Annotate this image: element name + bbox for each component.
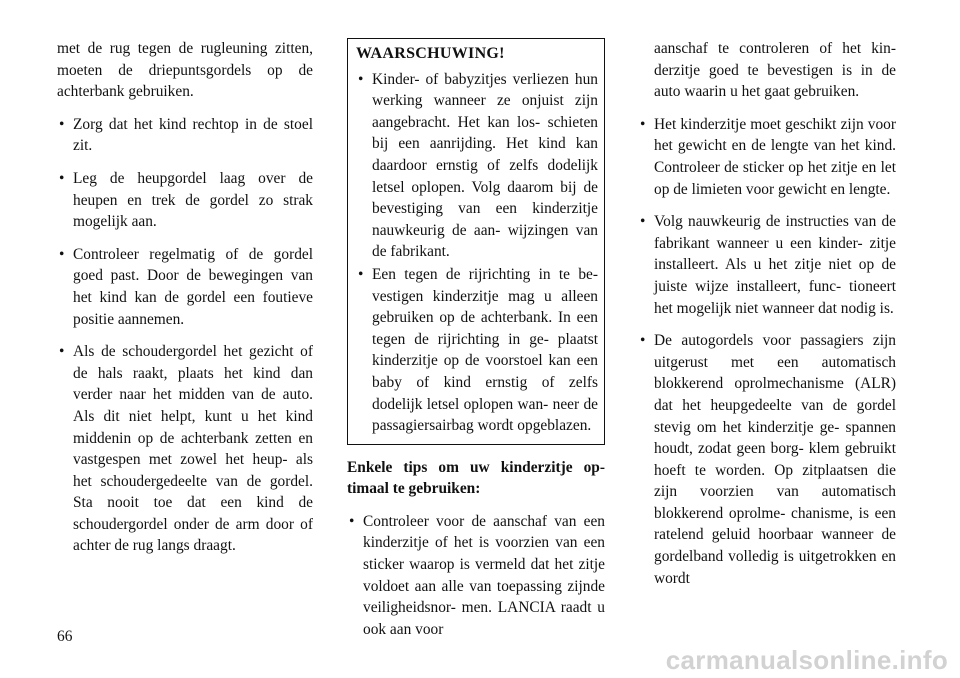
tips-heading: Enkele tips om uw kinderzitje op- timaal te gebruiken: [347, 458, 605, 498]
continuation-paragraph: aanschaf te controleren of het kin- derzitje goed te bevestigen is in de auto waarin u het gaat gebruiken. [654, 40, 896, 101]
warning-item: • Een tegen de rijrichting in te be- vestigen kinderzitje mag u alleen gebruiken op de achterbank. In een tegen de rijrichting in ge- plaatst kinderzitje op de voorstoel kan een baby of kind ernstig of zelfs dodelijk letsel oplopen wan- neer de passagiersairbag wordt opgeblazen. [356, 264, 598, 437]
watermark-logo: carmanualsonline.info [665, 645, 948, 676]
tips-list [347, 511, 605, 641]
page-number: 66 [57, 628, 73, 645]
list-item: • Volg nauwkeurig de instructies van de fabrikant wanneer u een kinder- zitje installeert. Als u het zitje niet op de juiste wijze installeert, func- tioneert het mogelijk niet wanneer dat nodig is. [638, 211, 896, 319]
warning-title: WAARSCHUWING! [356, 45, 505, 62]
warning-box [347, 38, 605, 445]
list-item: • Controleer voor de aanschaf van een kinderzitje of het is voorzien van een sticker waarop is vermeld dat het zitje voldoet aan alle van toepassing zijnde veiligheidsnor- men. LANCIA raadt u ook aan voor [347, 511, 605, 641]
list-item: • Controleer regelmatig of de gordel goed past. Door de bewegingen van het kind kan de gordel een foutieve positie aannemen. [57, 244, 313, 330]
seatbelt-tips-list [57, 114, 313, 557]
installation-tips-list [638, 114, 896, 589]
intro-paragraph: met de rug tegen de rugleuning zitten, moeten de driepuntsgordels op de achterbank gebruiken. [57, 40, 313, 101]
middle-column [347, 38, 605, 651]
list-item: • De autogordels voor passagiers zijn uitgerust met een automatisch blokkerend oprolmechanisme (ALR) dat het heupgedeelte van de gordel stevig om het kinderzitje ge- spannen houdt, zodat geen borg- klem gebruikt hoeft te worden. Op zitplaatsen die zijn voorzien van automatisch blokkerend oprolme- chanisme, is een ratelend geluid hoorbaar wanneer de gordelband volledig is uitgetrokken en wordt [638, 330, 896, 589]
list-item: • Zorg dat het kind rechtop in de stoel zit. [57, 114, 313, 157]
left-column [57, 38, 313, 568]
right-column [638, 38, 896, 600]
list-item: • Het kinderzitje moet geschikt zijn voor het gewicht en de lengte van het kind. Controleer de sticker op het zitje en let op de limieten voor gewicht en lengte. [638, 114, 896, 200]
list-item: • Als de schoudergordel het gezicht of de hals raakt, plaats het kind dan verder naar het midden van de auto. Als dit niet helpt, kunt u het kind middenin op de achterbank zetten en vastgespen met zowel het heup- als het schoudergedeelte van de gordel. Sta nooit toe dat een kind de schoudergordel onder de arm door of achter de rug langs draagt. [57, 341, 313, 557]
warning-item: • Kinder- of babyzitjes verliezen hun werking wanneer ze onjuist zijn aangebracht. Het kan los- schieten bij een aanrijding. Het kind kan daardoor ernstig of zelfs dodelijk letsel oplopen. Volg daarom bij de bevestiging van een kinderzitje nauwkeurig de aan- wijzingen van de fabrikant. [356, 69, 598, 263]
list-item: • Leg de heupgordel laag over de heupen en trek de gordel zo strak mogelijk aan. [57, 168, 313, 233]
warning-list [356, 69, 598, 437]
